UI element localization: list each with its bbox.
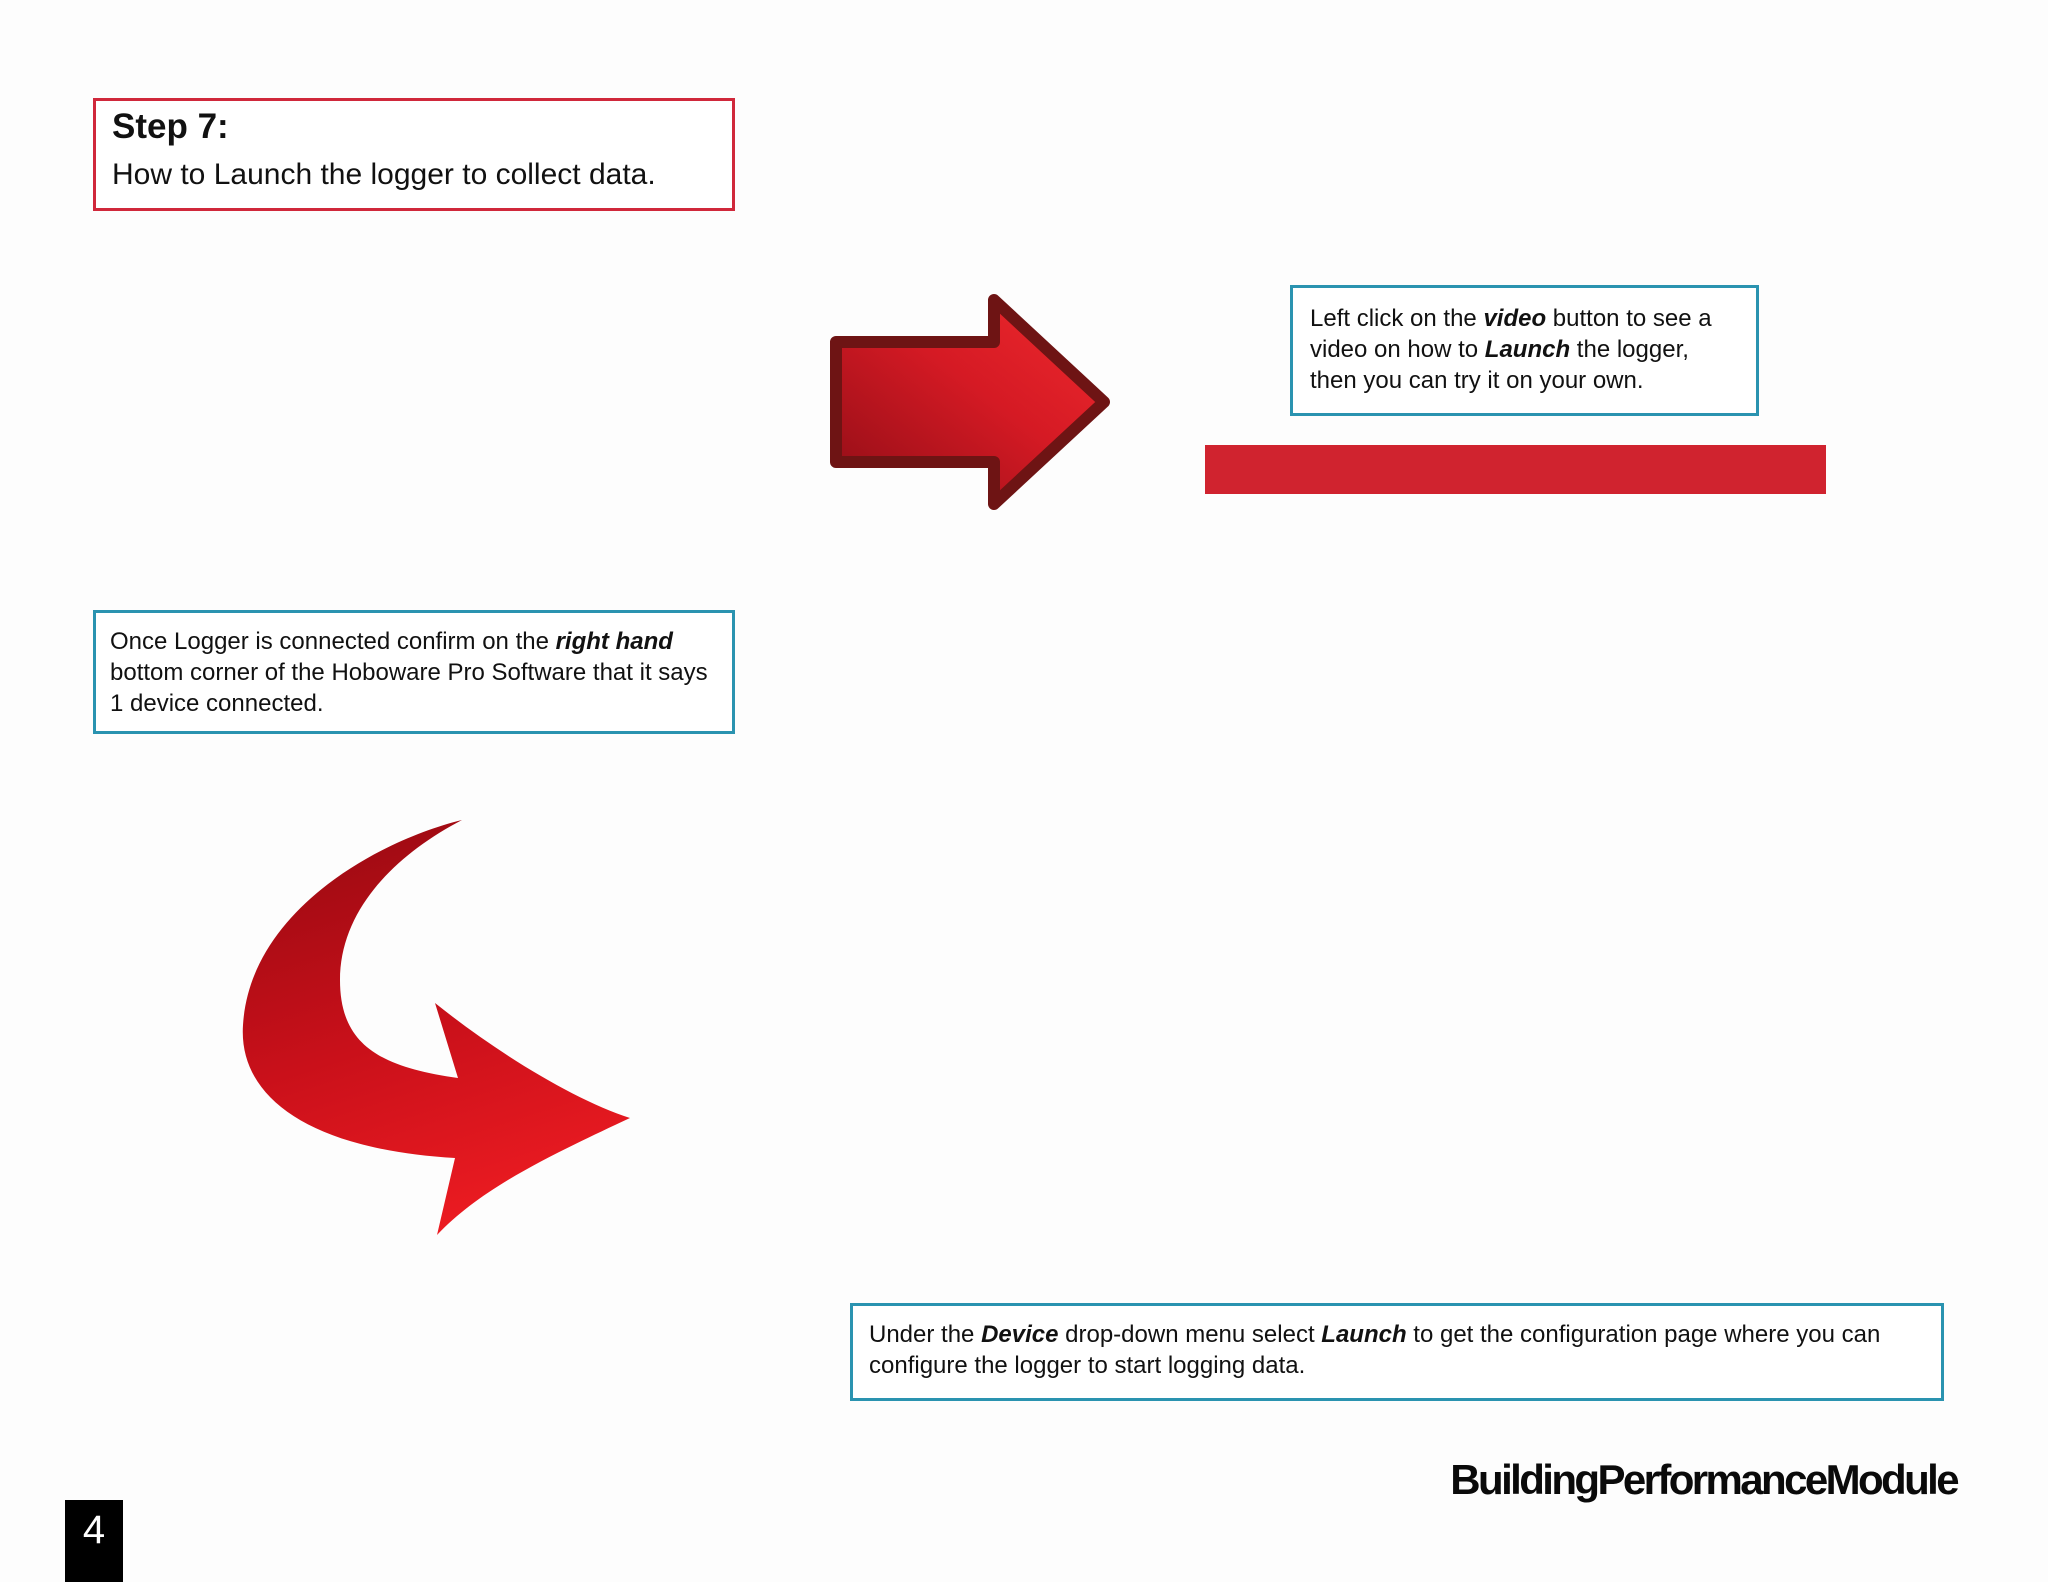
logger-note-text: Once Logger is connected confirm on the xyxy=(110,628,556,655)
video-button[interactable] xyxy=(1205,445,1826,494)
video-note-text: Left click on the xyxy=(1310,305,1484,332)
launch-keyword: Launch xyxy=(1321,1321,1407,1348)
video-note-text: button to see a video on how to xyxy=(1310,305,1712,363)
curved-arrow-icon xyxy=(230,815,640,1245)
page-number: 4 xyxy=(65,1500,123,1582)
logger-note xyxy=(93,610,735,734)
device-note-text: Under the xyxy=(869,1321,982,1348)
device-note-text: to get the configuration page where you can configure the logger to start logging data. xyxy=(869,1321,1881,1379)
device-keyword: Device xyxy=(981,1321,1059,1348)
video-note xyxy=(1290,285,1759,416)
device-note xyxy=(850,1303,1944,1401)
launch-keyword: Launch xyxy=(1484,336,1571,363)
step-subtitle: How to Launch the logger to collect data. xyxy=(112,158,656,191)
video-note-text: the logger, then you can try it on your own. xyxy=(1310,336,1689,394)
video-keyword: video xyxy=(1483,305,1547,332)
device-note-text: drop-down menu select xyxy=(1058,1321,1322,1348)
logger-note-text: bottom corner of the Hoboware Pro Software that it says 1 device connected. xyxy=(110,659,708,717)
right-hand-keyword: right hand xyxy=(555,628,673,655)
right-arrow-icon xyxy=(822,290,1118,515)
brand-logo: BuildingPerformanceModule xyxy=(1450,1456,1957,1503)
step-header xyxy=(93,98,735,211)
step-title: Step 7: xyxy=(112,107,229,146)
